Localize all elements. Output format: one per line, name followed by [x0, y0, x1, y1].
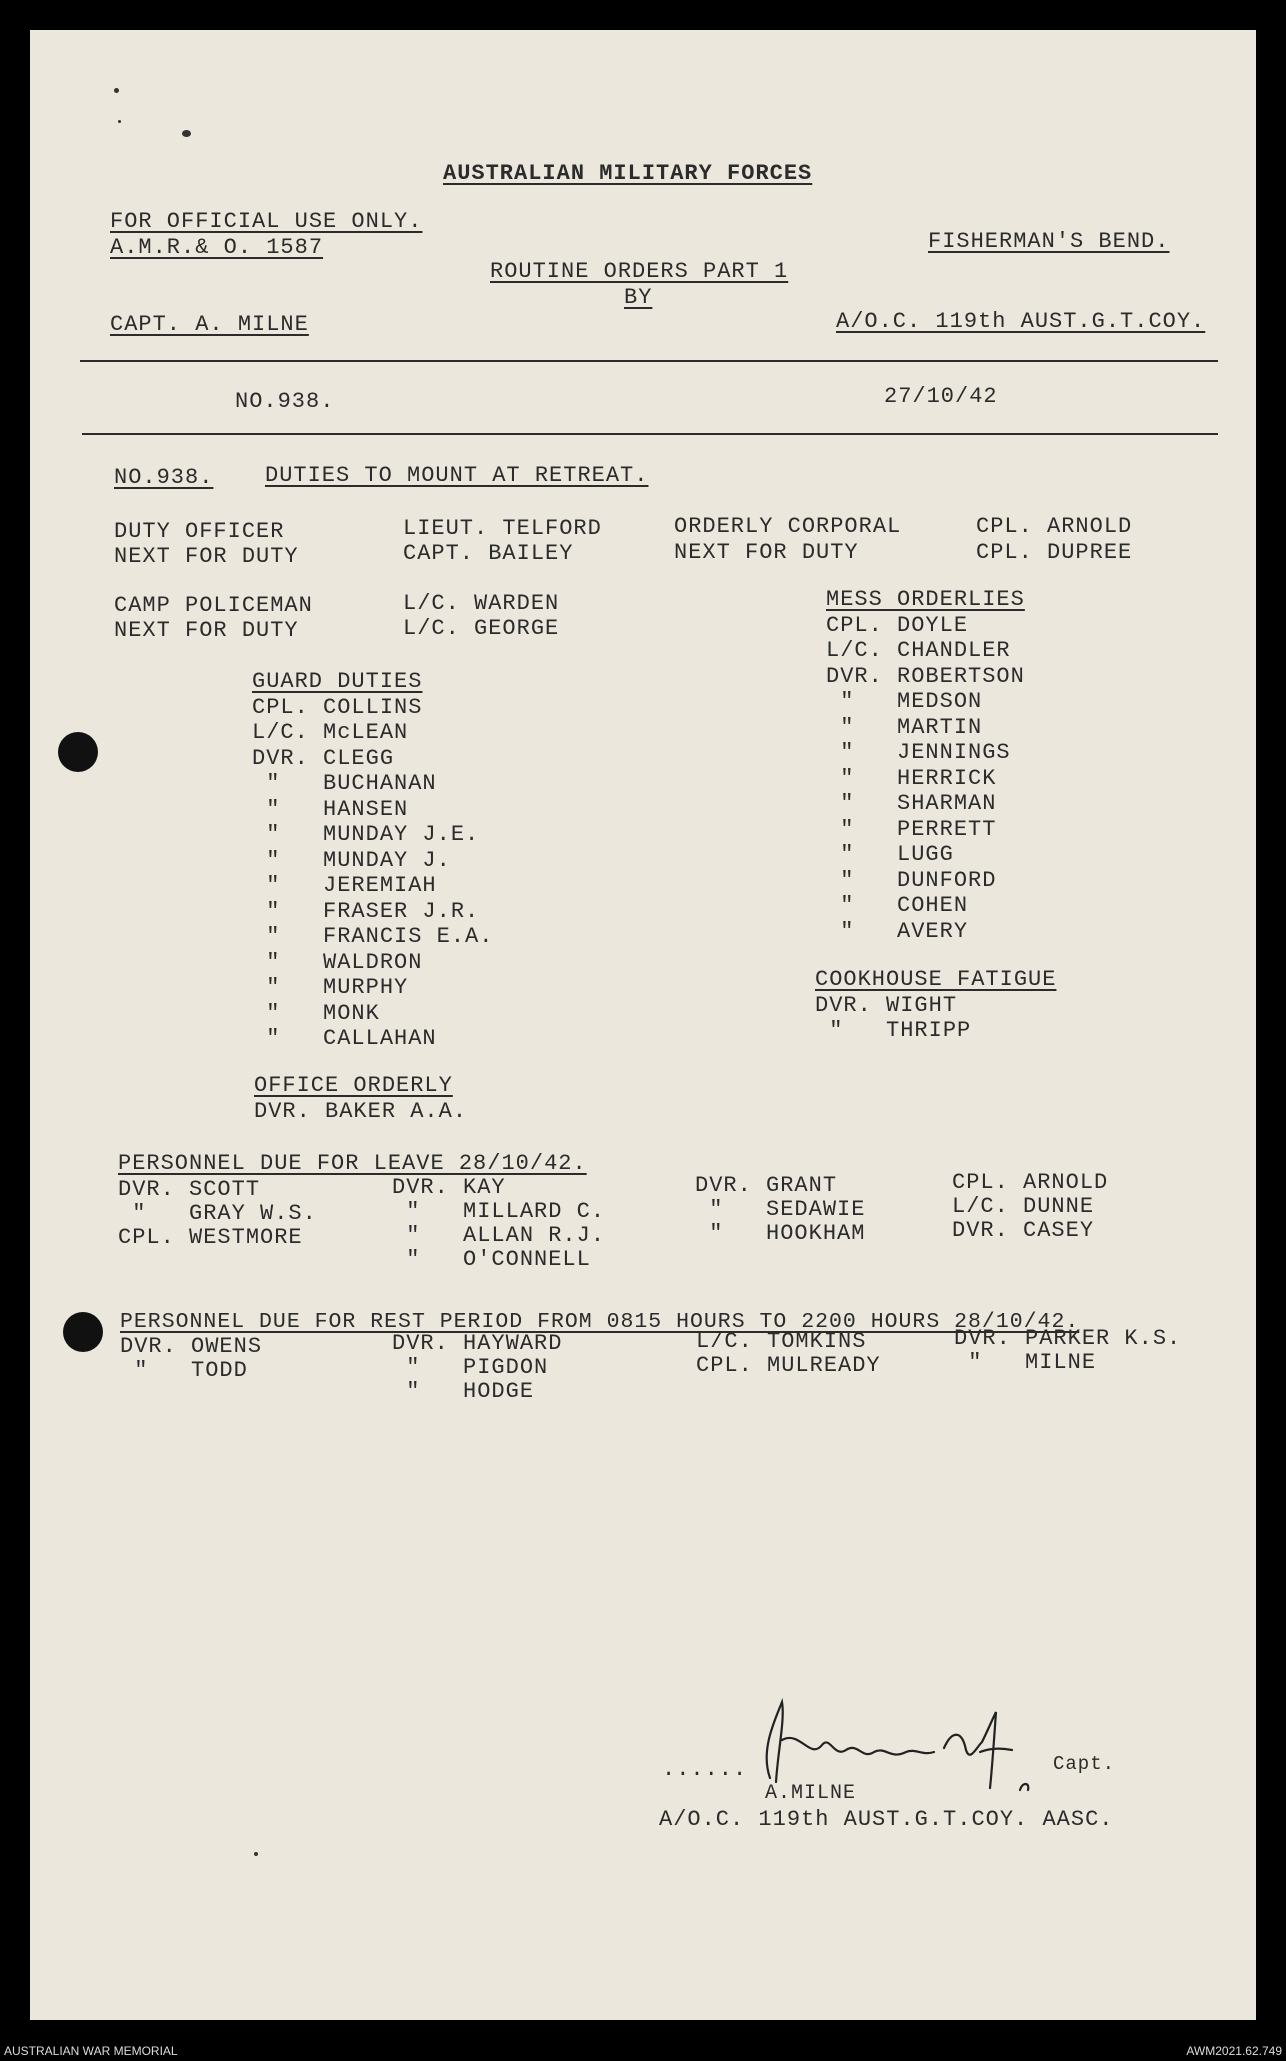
- list-item: " MARTIN: [826, 714, 983, 740]
- list-item: DVR. KAY: [392, 1175, 506, 1200]
- list-item: " HODGE: [392, 1379, 535, 1404]
- mess-orderlies-list: [826, 588, 1025, 945]
- duties-heading: DUTIES TO MOUNT AT RETREAT.: [265, 463, 649, 488]
- rest-column: [696, 1330, 881, 1378]
- list-item: " MILLARD C.: [392, 1199, 606, 1224]
- list-item: " CALLAHAN: [252, 1026, 437, 1051]
- unit-name: A/O.C. 119th AUST.G.T.COY.: [836, 309, 1206, 334]
- rest-period-heading: PERSONNEL DUE FOR REST PERIOD FROM 0815 HOURS TO 2200 HOURS 28/10/42.: [120, 1310, 1080, 1334]
- list-item: CPL. MULREADY: [696, 1353, 881, 1378]
- list-item: DVR. BAKER A.A.: [254, 1098, 468, 1124]
- list-item: DVR. CLEGG: [252, 745, 395, 771]
- next-policeman: L/C. GEORGE: [403, 616, 560, 641]
- by-label: BY: [624, 285, 653, 310]
- order-date: 27/10/42: [884, 384, 998, 409]
- list-item: DVR. ROBERTSON: [826, 663, 1025, 689]
- cookhouse-fatigue-heading: COOKHOUSE FATIGUE: [815, 967, 1057, 992]
- office-orderly-list: [254, 1074, 467, 1124]
- list-item: " ALLAN R.J.: [392, 1223, 606, 1248]
- duty-officer-label: DUTY OFFICER: [114, 519, 285, 544]
- list-item: " MEDSON: [826, 689, 983, 714]
- location: FISHERMAN'S BEND.: [928, 229, 1170, 254]
- list-item: DVR. HAYWARD: [392, 1331, 563, 1356]
- ink-speck: [118, 120, 121, 123]
- list-item: " WALDRON: [252, 949, 423, 975]
- header-rule: [80, 360, 1218, 362]
- list-item: DVR. PARKER K.S.: [954, 1326, 1182, 1351]
- list-item: " JENNINGS: [826, 740, 1011, 765]
- ink-speck: [182, 130, 191, 137]
- captain-name: CAPT. A. MILNE: [110, 312, 309, 337]
- guard-duties-heading: GUARD DUTIES: [252, 669, 423, 694]
- archive-credit: AUSTRALIAN WAR MEMORIAL: [4, 2044, 178, 2058]
- reference-number: A.M.R.& O. 1587: [110, 235, 324, 260]
- camp-policeman-label: CAMP POLICEMAN: [114, 593, 313, 618]
- list-item: " AVERY: [826, 918, 969, 944]
- list-item: L/C. DUNNE: [952, 1194, 1095, 1219]
- punch-hole: [63, 1312, 103, 1352]
- leave-heading: PERSONNEL DUE FOR LEAVE 28/10/42.: [118, 1151, 587, 1176]
- list-item: " LUGG: [826, 842, 954, 867]
- list-item: " MONK: [252, 1000, 380, 1026]
- list-item: CPL. DOYLE: [826, 612, 969, 638]
- list-item: L/C. TOMKINS: [696, 1329, 867, 1354]
- list-item: " O'CONNELL: [392, 1247, 591, 1272]
- order-number: NO.938.: [235, 389, 335, 414]
- cookhouse-fatigue-list: [815, 968, 1056, 1045]
- list-item: CPL. COLLINS: [252, 694, 423, 720]
- rest-column: [392, 1332, 562, 1404]
- next-corporal: CPL. DUPREE: [976, 540, 1133, 565]
- rest-column: [120, 1335, 262, 1383]
- rest-column: [954, 1327, 1181, 1375]
- list-item: DVR. GRANT: [695, 1173, 838, 1198]
- list-item: " TODD: [120, 1358, 248, 1383]
- list-item: " HERRICK: [826, 765, 997, 791]
- list-item: DVR. OWENS: [120, 1334, 263, 1359]
- leave-column: [118, 1178, 317, 1250]
- list-item: L/C. McLEAN: [252, 720, 409, 745]
- duty-officer: LIEUT. TELFORD: [403, 516, 602, 541]
- list-item: " THRIPP: [815, 1018, 972, 1043]
- list-item: DVR. WIGHT: [815, 992, 958, 1018]
- duties-number: NO.938.: [114, 465, 214, 490]
- archive-accession-number: AWM2021.62.749: [1186, 2044, 1282, 2058]
- next-for-duty-label: NEXT FOR DUTY: [114, 618, 299, 643]
- leave-column: [952, 1171, 1108, 1243]
- camp-policeman: L/C. WARDEN: [403, 591, 560, 616]
- doc-title: AUSTRALIAN MILITARY FORCES: [443, 161, 813, 186]
- official-use-label: FOR OFFICIAL USE ONLY.: [110, 209, 423, 234]
- order-rule: [82, 433, 1218, 435]
- signatory-unit: A/O.C. 119th AUST.G.T.COY. AASC.: [659, 1807, 1114, 1832]
- list-item: " HANSEN: [252, 796, 409, 822]
- list-item: L/C. CHANDLER: [826, 638, 1011, 663]
- list-item: DVR. CASEY: [952, 1218, 1095, 1243]
- list-item: CPL. WESTMORE: [118, 1225, 303, 1250]
- list-item: " FRASER J.R.: [252, 898, 480, 924]
- list-item: " PIGDON: [392, 1355, 549, 1380]
- list-item: " MUNDAY J.: [252, 847, 451, 873]
- next-for-duty-label: NEXT FOR DUTY: [114, 544, 299, 569]
- guard-duties-list: [252, 670, 493, 1053]
- list-item: " FRANCIS E.A.: [252, 924, 494, 949]
- list-item: DVR. SCOTT: [118, 1177, 261, 1202]
- list-item: " COHEN: [826, 893, 969, 918]
- next-for-duty-label: NEXT FOR DUTY: [674, 540, 859, 565]
- list-item: " MUNDAY J.E.: [252, 822, 480, 847]
- routine-orders-title: ROUTINE ORDERS PART 1: [490, 259, 789, 284]
- next-officer: CAPT. BAILEY: [403, 541, 574, 566]
- ink-speck: [254, 1852, 258, 1856]
- list-item: " BUCHANAN: [252, 771, 437, 796]
- list-item: " MILNE: [954, 1350, 1097, 1375]
- office-orderly-heading: OFFICE ORDERLY: [254, 1073, 453, 1098]
- signature-dots: ......: [662, 1757, 748, 1782]
- list-item: " JEREMIAH: [252, 873, 437, 898]
- leave-column: [392, 1176, 605, 1272]
- list-item: " DUNFORD: [826, 867, 997, 893]
- leave-column: [695, 1174, 865, 1246]
- list-item: " HOOKHAM: [695, 1221, 866, 1246]
- orderly-corporal: CPL. ARNOLD: [976, 514, 1133, 539]
- list-item: " SHARMAN: [826, 791, 997, 816]
- list-item: CPL. ARNOLD: [952, 1170, 1109, 1195]
- signatory-name: A.MILNE: [765, 1782, 857, 1805]
- punch-hole: [58, 732, 98, 772]
- list-item: " MURPHY: [252, 975, 409, 1000]
- signature-rank: Capt.: [1053, 1753, 1116, 1775]
- list-item: " GRAY W.S.: [118, 1201, 317, 1226]
- ink-speck: [114, 88, 119, 93]
- document-page: [30, 30, 1256, 2020]
- list-item: " PERRETT: [826, 816, 997, 842]
- mess-orderlies-heading: MESS ORDERLIES: [826, 587, 1025, 612]
- list-item: " SEDAWIE: [695, 1197, 866, 1222]
- orderly-corporal-label: ORDERLY CORPORAL: [674, 514, 902, 539]
